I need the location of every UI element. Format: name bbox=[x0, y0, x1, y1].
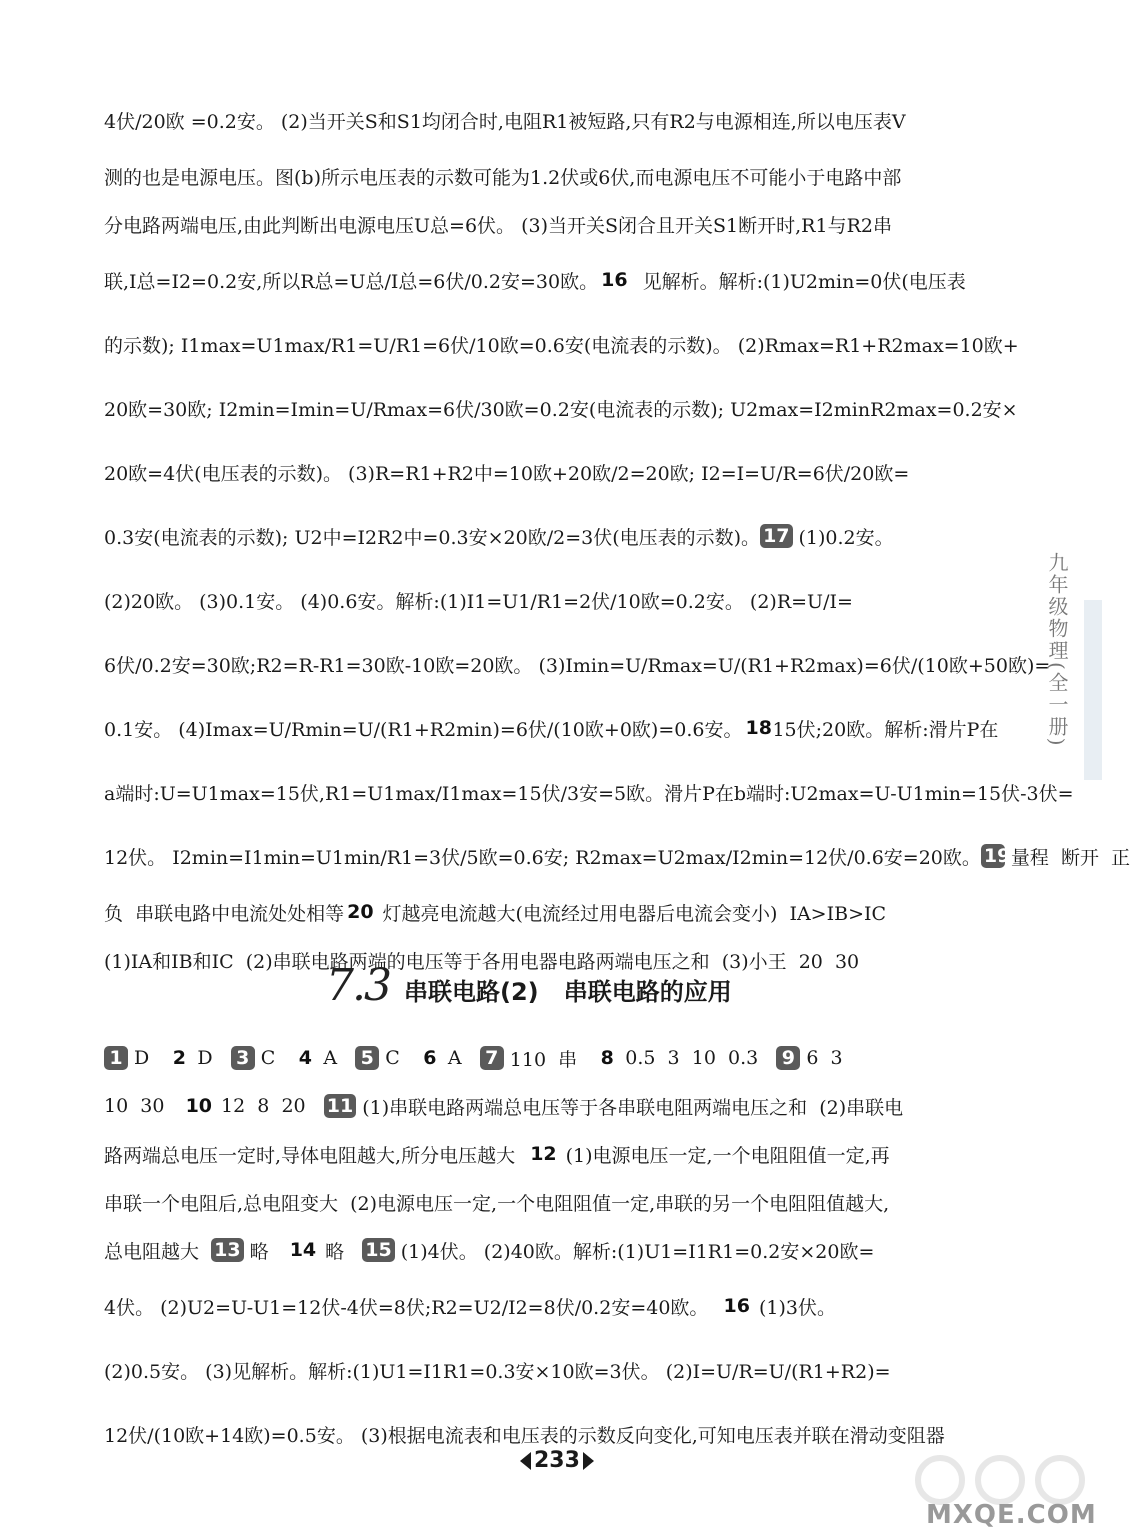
line-text: 路两端总电压一定时,导体电阻越大,所分电压越大 bbox=[104, 1144, 516, 1167]
line-text: (2)20欧。 (3)0.1安。 (4)0.6安。解析:(1)I1=U1/R1=2伏/10欧=0.2安。 (2)R=U/I= bbox=[104, 590, 853, 613]
question-number-badge: 13 bbox=[211, 1238, 243, 1262]
line-text: 15伏;20欧。解析:滑片P在 bbox=[772, 718, 999, 741]
text-line bbox=[104, 200, 980, 248]
line-text: (2)0.5安。 (3)见解析。解析:(1)U1=I1R1=0.3安×10欧=3伏。 (2)I=U/R=U/(R1+R2)= bbox=[104, 1360, 891, 1383]
text-line bbox=[104, 760, 1074, 824]
question-number-badge: 19 bbox=[981, 844, 1005, 868]
text-line bbox=[104, 504, 980, 568]
question-number-badge: 3 bbox=[231, 1046, 255, 1070]
answer-text: 110 串 bbox=[509, 1048, 578, 1071]
line-text: 分电路两端电压,由此判断出电源电压U总=6伏。 (3)当开关S闭合且开关S1断开时,R1与R2串 bbox=[104, 214, 892, 237]
side-edge-bar bbox=[1084, 600, 1102, 780]
question-number-badge: 5 bbox=[355, 1046, 379, 1070]
line-text: 20欧=30欧; I2min=Imin=U/Rmax=6伏/30欧=0.2安(电流表的示数); U2max=I2minR2max=0.2安× bbox=[104, 398, 1018, 421]
page-number bbox=[520, 1448, 594, 1473]
text-line bbox=[104, 312, 1019, 376]
question-number-badge: 11 bbox=[324, 1094, 356, 1118]
text-line bbox=[104, 824, 1130, 888]
answer-text: C bbox=[260, 1047, 276, 1069]
line-text: 0.1安。 (4)Imax=U/Rmin=U/(R1+R2min)=6伏/(10欧+0欧)=0.6安。 bbox=[104, 718, 743, 741]
text-line bbox=[104, 248, 980, 312]
answer-text: D bbox=[134, 1047, 150, 1069]
question-number-badge: 7 bbox=[480, 1046, 504, 1070]
side-tab-label: 九年级物理(全一册) bbox=[1045, 552, 1069, 748]
answer-content-bottom bbox=[104, 1034, 980, 1466]
line-text: 总电阻越大 bbox=[104, 1240, 200, 1263]
question-number-badge: 9 bbox=[776, 1046, 800, 1070]
line-text: 测的也是电源电压。图(b)所示电压表的示数可能为1.2伏或6伏,而电源电压不可能小于电路中部 bbox=[104, 166, 902, 189]
line-text: 联,I总=I2=0.2安,所以R总=U总/I总=6伏/0.2安=30欧。 bbox=[104, 270, 599, 293]
line-text: 4伏。 (2)U2=U-U1=12伏-4伏=8伏;R2=U2/I2=8伏/0.2安=40欧。 bbox=[104, 1296, 709, 1319]
line-text: (1)3伏。 bbox=[758, 1296, 836, 1319]
line-text: 0.3安(电流表的示数); U2中=I2R2中=0.3安×20欧/2=3伏(电压表的示数)。 bbox=[104, 526, 761, 549]
line-text: 4伏/20欧 =0.2安。 (2)当开关S和S1均闭合时,电阻R1被短路,只有R2与电源相连,所以电压表V bbox=[104, 110, 906, 133]
text-line bbox=[104, 696, 999, 760]
question-number-badge: 20 bbox=[347, 901, 374, 923]
left-triangle-icon bbox=[520, 1452, 531, 1470]
question-number-badge: 18 bbox=[745, 717, 772, 739]
text-line bbox=[104, 376, 1018, 440]
answer-text: C bbox=[385, 1047, 400, 1069]
section-header bbox=[0, 960, 1102, 1010]
text-line bbox=[104, 1338, 980, 1402]
question-number-badge: 1 bbox=[104, 1046, 128, 1070]
line-text: 串联一个电阻后,总电阻变大 (2)电源电压一定,一个电阻阻值一定,串联的另一个电阻阻值越大, bbox=[104, 1192, 890, 1215]
line-text: 12伏。 I2min=I1min=U1min/R1=3伏/5欧=0.6安; R2max=U2max/I2min=12伏/0.6安=20欧。 bbox=[104, 846, 981, 869]
line-text: 12伏/(10欧+14欧)=0.5安。 (3)根据电流表和电压表的示数反向变化,可知电压表并联在滑动变阻器 bbox=[104, 1424, 945, 1447]
watermark-text: MXQE.COM bbox=[926, 1500, 1097, 1530]
text-line bbox=[104, 1274, 980, 1338]
question-number-badge: 8 bbox=[600, 1047, 614, 1069]
question-number-badge: 14 bbox=[289, 1239, 317, 1261]
text-line bbox=[104, 152, 980, 200]
question-number-badge: 12 bbox=[530, 1143, 557, 1165]
line-text: 12 8 20 bbox=[221, 1095, 306, 1117]
answer-text: 6 3 bbox=[806, 1047, 843, 1069]
line-text: 量程 断开 正 bbox=[1010, 846, 1130, 869]
question-number-badge: 15 bbox=[362, 1238, 394, 1262]
text-line bbox=[104, 1226, 980, 1274]
question-number-badge: 16 bbox=[601, 269, 628, 291]
answer-text: 0.5 3 10 0.3 bbox=[625, 1047, 759, 1069]
text-line bbox=[104, 568, 980, 632]
answer-text: A bbox=[323, 1047, 338, 1069]
question-number-badge: 17 bbox=[760, 524, 792, 548]
text-line bbox=[104, 1130, 980, 1178]
text-line bbox=[104, 1178, 980, 1226]
line-text: (1)电源电压一定,一个电阻阻值一定,再 bbox=[565, 1144, 890, 1167]
line-text: (1)0.2安。 bbox=[798, 526, 894, 549]
line-text: 10 30 bbox=[104, 1095, 165, 1117]
question-number-badge: 6 bbox=[423, 1047, 437, 1069]
line-text: 见解析。解析:(1)U2min=0伏(电压表 bbox=[636, 270, 966, 293]
text-line bbox=[104, 88, 980, 152]
line-text: 略 bbox=[325, 1240, 345, 1263]
text-line bbox=[104, 888, 980, 936]
line-text: 灯越亮电流越大(电流经过用电器后电流会变小) IA>IB>IC bbox=[382, 902, 887, 925]
question-number-badge: 4 bbox=[298, 1047, 312, 1069]
line-text: (1)4伏。 (2)40欧。解析:(1)U1=I1R1=0.2安×20欧= bbox=[400, 1240, 875, 1263]
line-text: (1)IA和IB和IC (2)串联电路两端的电压等于各用电器电路两端电压之和 (3)小王 20 30 bbox=[104, 950, 860, 973]
line-text: a端时:U=U1max=15伏,R1=U1max/I1max=15伏/3安=5欧。滑片P在b端时:U2max=U-U1min=15伏-3伏= bbox=[104, 782, 1074, 805]
line-text: 20欧=4伏(电压表的示数)。 (3)R=R1+R2中=10欧+20欧/2=20欧; I2=I=U/R=6伏/20欧= bbox=[104, 462, 910, 485]
line-text: 负 串联电路中电流处处相等 bbox=[104, 902, 345, 925]
answer-text: D bbox=[197, 1047, 213, 1069]
text-line bbox=[104, 632, 1051, 696]
right-triangle-icon bbox=[583, 1452, 594, 1470]
question-number-badge: 16 bbox=[723, 1295, 750, 1317]
page-number-text: 233 bbox=[534, 1448, 580, 1473]
answers-row bbox=[104, 1034, 980, 1082]
text-line bbox=[104, 1082, 980, 1130]
line-text: 略 bbox=[249, 1240, 269, 1263]
line-text: (1)串联电路两端总电压等于各串联电阻两端电压之和 (2)串联电 bbox=[362, 1096, 904, 1119]
question-number-badge: 10 bbox=[185, 1095, 213, 1117]
line-text: 6伏/0.2安=30欧;R2=R-R1=30欧-10欧=20欧。 (3)Imin=U/Rmax=U/(R1+R2max)=6伏/(10欧+50欧)= bbox=[104, 654, 1051, 677]
section-number: 7.3 bbox=[326, 960, 390, 1011]
question-number-badge: 2 bbox=[172, 1047, 186, 1069]
text-line bbox=[104, 440, 980, 504]
answer-text: A bbox=[447, 1047, 462, 1069]
line-text: 的示数); I1max=U1max/R1=U/R1=6伏/10欧=0.6安(电流表的示数)。 (2)Rmax=R1+R2max=10欧+ bbox=[104, 334, 1019, 357]
section-title: 串联电路(2) 串联电路的应用 bbox=[404, 978, 732, 1006]
